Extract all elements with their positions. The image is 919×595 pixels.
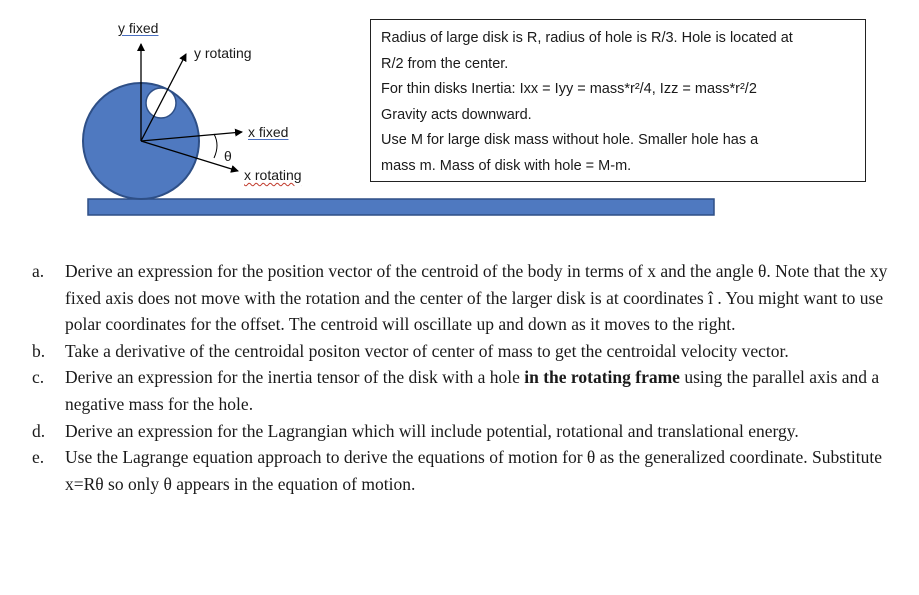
question-c — [32, 364, 912, 417]
info-box — [370, 19, 866, 182]
question-d — [32, 418, 912, 445]
x-rotating-label: x rotating — [244, 167, 302, 183]
question-letter: b. — [32, 340, 46, 361]
question-text-bold: in the rotating frame — [524, 367, 680, 388]
info-line: For thin disks Inertia: Ixx = Iyy = mass*r²/4, Izz = mass*r²/2 — [381, 81, 757, 97]
question-text: Derive an expression for the position vector of the centroid of the body in terms of x and the angle θ. Note that the xy fixed axis does not move with the rotation and the center of the larger disk is at coordinates î . You might want to use polar coordinates for the offset. The centroid will oscillate up and down as it moves to the right. — [65, 261, 888, 335]
theta-label: θ — [224, 148, 232, 164]
info-line: Gravity acts downward. — [381, 106, 532, 123]
question-list — [32, 258, 912, 497]
y-rotating-label: y rotating — [194, 45, 252, 61]
question-letter: a. — [32, 261, 45, 281]
info-line: Radius of large disk is R, radius of hole is R/3. Hole is located at — [381, 30, 793, 46]
question-e — [32, 444, 912, 497]
question-text: Take a derivative of the centroidal positon vector of center of mass to get the centroidal velocity vector. — [65, 340, 789, 361]
question-letter: c. — [32, 367, 45, 388]
question-b — [32, 338, 912, 365]
question-letter: d. — [32, 420, 46, 441]
info-line: R/2 from the center. — [381, 55, 509, 72]
question-text — [65, 364, 912, 417]
y-fixed-label: y fixed — [118, 20, 159, 36]
question-text-pre: Derive an expression for the inertia tensor of the disk with a hole — [65, 367, 525, 388]
question-text: Derive an expression for the Lagrangian which will include potential, rotational and translational energy. — [65, 420, 799, 441]
question-text-post: using the parallel axis and a negative mass for the hole. — [65, 367, 880, 414]
x-fixed-label: x fixed — [248, 124, 289, 140]
info-line: Use M for large disk mass without hole. Smaller hole has a — [381, 132, 759, 148]
question-letter: e. — [32, 447, 45, 468]
theta-arc — [214, 134, 217, 158]
question-a — [32, 258, 912, 338]
info-line: mass m. Mass of disk with hole = M-m. — [381, 157, 632, 174]
question-text: Use the Lagrange equation approach to derive the equations of motion for θ as the generalized coordinate. Substitute x=Rθ so only θ appears in the equation of motion. — [65, 447, 882, 494]
ground-plane — [88, 199, 714, 215]
